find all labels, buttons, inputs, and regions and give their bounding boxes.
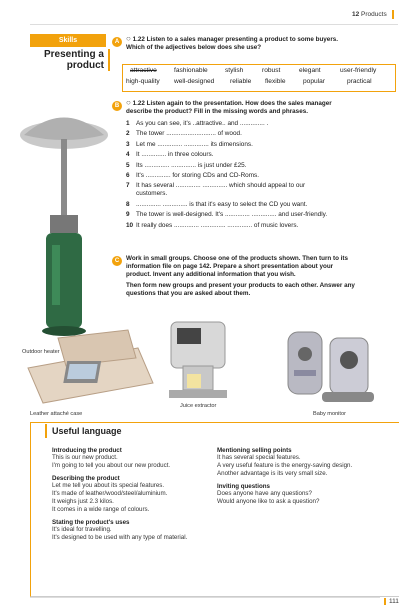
page-number: 111 xyxy=(384,598,399,605)
adjective-word: elegant xyxy=(299,67,321,74)
page-header xyxy=(352,10,394,19)
exercise-a-line2: Which of the adjectives below does she use? xyxy=(126,44,262,51)
exercise-b-items xyxy=(126,120,398,230)
useful-language-accent xyxy=(45,424,47,438)
useful-language-right: Mentioning selling points It has several special features. A very useful feature is the energy-saving design. Another advantage is its very small size. Inviting questions Does anyone have any questions? Would anyone like to ask a question? xyxy=(217,447,353,505)
caption-heater: Outdoor heater xyxy=(22,349,60,355)
exercise-b-line1: Listen again to the presentation. How does the sales manager xyxy=(146,100,332,107)
adjective-word: practical xyxy=(347,78,372,85)
list-item: customers. xyxy=(136,190,168,198)
exercise-a-line1: Listen to a sales manager presenting a product to some buyers. xyxy=(146,36,339,43)
adjective-word: user-friendly xyxy=(340,67,377,74)
list-item: 3 Let me .............. .............. its dimensions. xyxy=(126,140,253,148)
exercise-a-instruction xyxy=(126,35,396,52)
list-item: 2 The tower ............................ of wood. xyxy=(126,130,242,138)
caption-juicer: Juice extractor xyxy=(180,403,217,409)
juice-extractor-image xyxy=(163,318,233,400)
exercise-c-instruction: Work in small groups. Choose one of the products shown. Then turn to its information file on page 142. Prepare a short presentation about your product. Invent any additional information that you wish. Then form new groups and present your products to each other. Answer any questions that you are asked about them. xyxy=(126,255,355,297)
header-divider xyxy=(30,24,398,25)
list-item: 4 It .............. in three colours. xyxy=(126,151,214,159)
unit-title: Products xyxy=(361,11,387,19)
audio-icon[interactable]: ○ xyxy=(126,34,131,43)
section-title xyxy=(30,49,110,71)
list-item: 10 It really does .............. .............. .............. of music lovers. xyxy=(126,221,299,229)
footer-divider xyxy=(30,597,380,598)
audio-track: 1.22 xyxy=(132,100,145,107)
adjective-word: well-designed xyxy=(174,78,215,85)
adjective-word: stylish xyxy=(225,67,244,74)
caption-monitor: Baby monitor xyxy=(313,411,346,417)
list-item: 6 It's .............. for storing CDs and CD-Roms. xyxy=(126,171,260,179)
useful-language-title: Useful language xyxy=(52,426,122,436)
exercise-b-line2: describe the product? Fill in the missing words and phrases. xyxy=(126,108,308,115)
audio-track: 1.22 xyxy=(132,36,145,43)
section-title-line2: product xyxy=(66,60,104,71)
list-item: 7 It has several .............. .............. which should appeal to our xyxy=(126,182,306,190)
exercise-b-badge: B xyxy=(112,101,122,111)
header-accent-bar xyxy=(392,10,394,19)
outdoor-heater-image xyxy=(18,95,110,345)
list-item: 8 .............. .............. is that it's easy to select the CD you want. xyxy=(126,200,308,208)
caption-case: Leather attaché case xyxy=(30,411,83,417)
baby-monitor-image xyxy=(282,328,378,408)
adjective-word: robust xyxy=(262,67,281,74)
exercise-c-badge: C xyxy=(112,256,122,266)
adjective-word: fashionable xyxy=(174,67,208,74)
adjective-word: reliable xyxy=(230,78,252,85)
audio-icon[interactable]: ○ xyxy=(126,98,131,107)
exercise-b-instruction xyxy=(126,99,396,116)
attache-case-image xyxy=(18,328,158,408)
adjective-word: flexible xyxy=(265,78,286,85)
section-title-line1: Presenting a xyxy=(43,49,104,60)
list-item: 1 As you can see, it's ..attractive.. and .............. . xyxy=(126,120,269,127)
adjective-word: attractive xyxy=(130,67,157,74)
adjective-word: popular xyxy=(303,78,325,85)
list-item: 5 Its .............. .............. is just under £25. xyxy=(126,161,247,169)
skills-tag: Skills xyxy=(30,34,106,47)
list-item: 9 The tower is well-designed. It's .............. .............. and user-friendly. xyxy=(126,211,328,219)
unit-number: 12 xyxy=(352,11,360,19)
useful-language-left: Introducing the product This is our new product. I'm going to tell you about our new product. Describing the product Let me tell you about its special features. It's made of leather/wood/steel/aluminium. It weighs just 2.3 kilos. It comes in a wide range of colours. Stating the product's uses It's ideal for travelling. It's designed to be used with any type of material. xyxy=(52,447,188,541)
exercise-a-badge: A xyxy=(112,37,122,47)
adjective-word: high-quality xyxy=(126,78,160,85)
